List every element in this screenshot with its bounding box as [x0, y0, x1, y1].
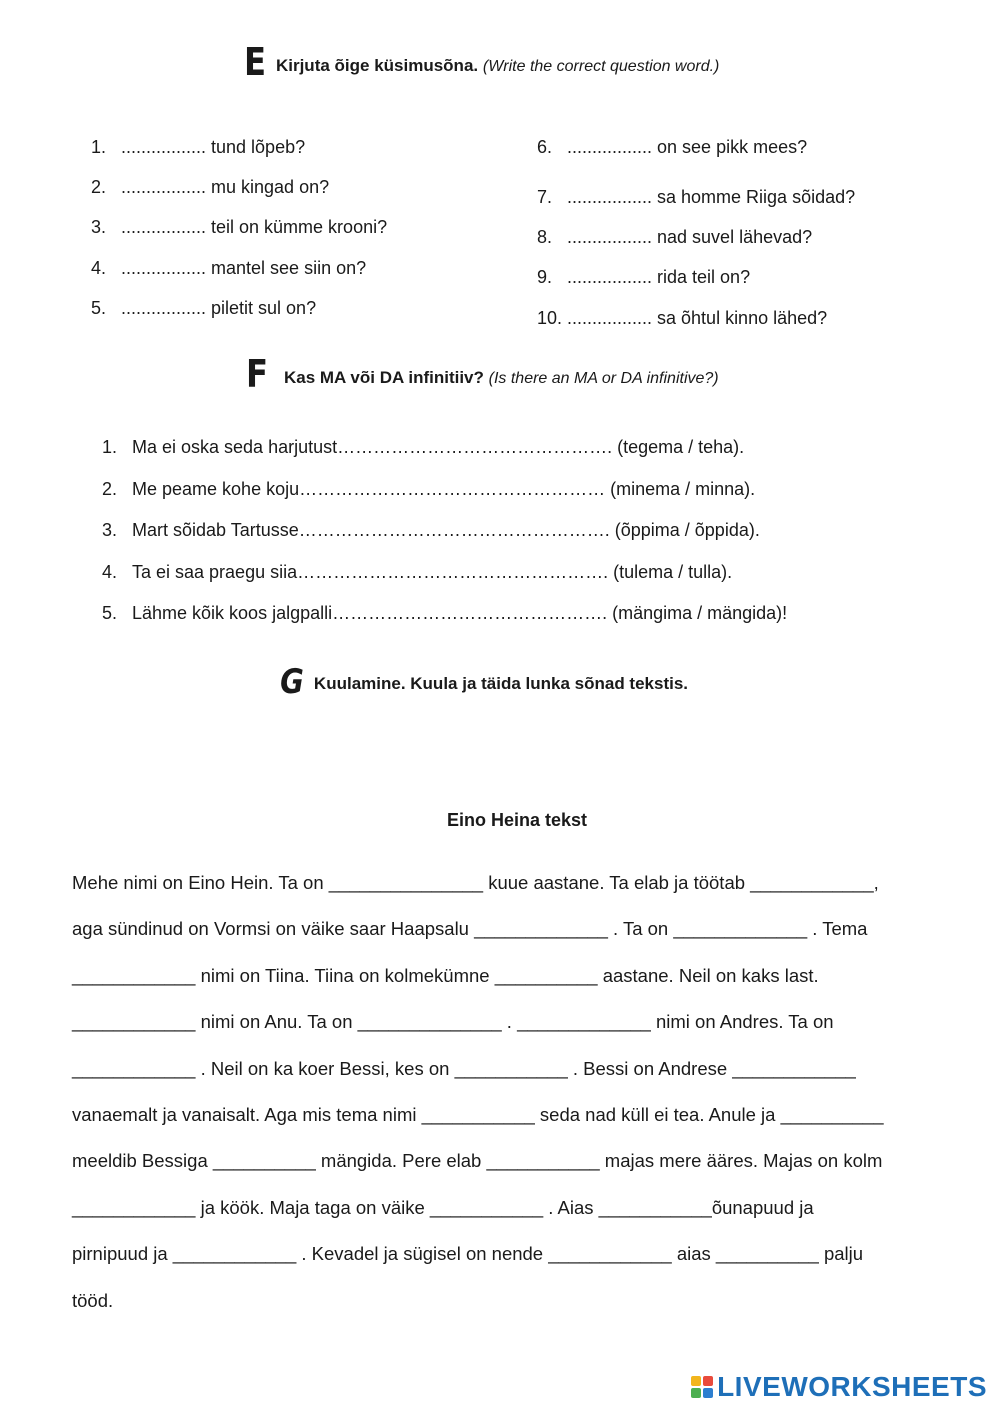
question-item-number: 10.	[537, 308, 563, 328]
infinitive-item-text: Ta ei saa praegu siia……………………………………………. (tulema / tulla).	[132, 561, 733, 582]
question-item-number: 7.	[537, 187, 553, 207]
cloze-line: tööd.	[72, 1289, 114, 1311]
question-item-text: ................. teil on kümme krooni?	[121, 217, 388, 238]
section-e-heading	[242, 40, 719, 84]
cloze-paragraph	[72, 860, 962, 1324]
infinitive-item-text: Mart sõidab Tartusse……………………………………………. (õppima / õppida).	[132, 520, 760, 541]
infinitive-item-text: Lähme kõik koos jalgpalli………………………………………. (mängima / mängida)!	[132, 603, 788, 624]
section-g-title: Kuulamine. Kuula ja täida lunka sõnad tekstis.	[313, 674, 689, 693]
infinitive-item-text: Me peame kohe koju…………………………………………… (minema / minna).	[132, 478, 756, 499]
question-item-5	[91, 298, 316, 319]
section-g-letter: G	[280, 662, 304, 702]
infinitive-item-1	[102, 437, 744, 458]
infinitive-item-2	[102, 479, 755, 500]
cloze-line: ____________ nimi on Anu. Ta on ______________ . _____________ nimi on Andres. Ta on	[72, 1011, 834, 1033]
question-item-number: 8.	[537, 227, 553, 247]
logo-square-3	[691, 1388, 701, 1398]
section-g-heading	[278, 662, 688, 702]
logo-square-1	[691, 1376, 701, 1386]
question-item-number: 3.	[91, 217, 107, 238]
question-item-3	[537, 227, 812, 248]
cloze-line: ____________ . Neil on ka koer Bessi, kes on ___________ . Bessi on Andrese ____________	[72, 1057, 856, 1079]
cloze-line: vanaemalt ja vanaisalt. Aga mis tema nimi ___________ seda nad küll ei tea. Anule ja __________	[72, 1103, 884, 1125]
question-item-5	[537, 308, 827, 329]
question-item-text: ................. on see pikk mees?	[567, 137, 808, 157]
infinitive-item-number: 2.	[102, 478, 118, 499]
question-item-text: ................. piletit sul on?	[121, 297, 317, 318]
question-item-text: ................. sa õhtul kinno lähed?	[567, 308, 828, 328]
liveworksheets-logo	[691, 1370, 987, 1404]
question-item-4	[91, 258, 366, 279]
question-item-number: 2.	[91, 177, 107, 198]
cloze-line: Mehe nimi on Eino Hein. Ta on _______________ kuue aastane. Ta elab ja töötab ____________,	[72, 872, 879, 893]
question-item-2	[537, 187, 855, 208]
section-f-subtitle: (Is there an MA or DA infinitive?)	[488, 370, 719, 387]
infinitive-item-number: 1.	[102, 437, 118, 457]
question-item-text: ................. nad suvel lähevad?	[567, 227, 813, 247]
question-item-text: ................. sa homme Riiga sõidad?	[567, 187, 856, 207]
cloze-line: pirnipuud ja ____________ . Kevadel ja sügisel on nende ____________ aias __________ palju	[72, 1243, 864, 1265]
section-f-title: Kas MA või DA infinitiiv?	[283, 368, 484, 387]
cloze-line: aga sündinud on Vormsi on väike saar Haapsalu _____________ . Ta on _____________ . Tema	[72, 918, 868, 940]
infinitive-item-4	[102, 562, 732, 583]
logo-square-4	[703, 1388, 713, 1398]
question-item-1	[537, 137, 807, 158]
section-e-title: Kirjuta õige küsimusõna.	[275, 56, 479, 75]
question-item-4	[537, 267, 750, 288]
question-item-text: ................. rida teil on?	[567, 267, 751, 287]
infinitive-item-number: 4.	[102, 561, 118, 582]
section-f-letter: F	[245, 352, 269, 396]
question-item-text: ................. mu kingad on?	[121, 177, 330, 198]
question-item-1	[91, 137, 305, 158]
question-item-number: 1.	[91, 137, 107, 157]
infinitive-item-number: 5.	[102, 603, 118, 624]
question-item-number: 5.	[91, 297, 107, 318]
question-item-2	[91, 177, 329, 198]
question-item-number: 4.	[91, 257, 107, 278]
infinitive-item-5	[102, 603, 787, 624]
question-item-3	[91, 217, 387, 238]
infinitive-item-number: 3.	[102, 520, 118, 541]
section-f-heading	[244, 352, 719, 396]
cloze-line: meeldib Bessiga __________ mängida. Pere elab ___________ majas mere ääres. Majas on kolm	[72, 1150, 883, 1172]
infinitive-item-text: Ma ei oska seda harjutust………………………………………. (tegema / teha).	[132, 437, 745, 457]
infinitive-item-3	[102, 520, 760, 541]
question-item-number: 6.	[537, 137, 553, 157]
logo-mark-icon	[691, 1376, 713, 1398]
question-item-number: 9.	[537, 267, 553, 287]
question-item-text: ................. tund lõpeb?	[121, 137, 306, 157]
cloze-line: ____________ nimi on Tiina. Tiina on kolmekümne __________ aastane. Neil on kaks last.	[72, 964, 819, 986]
question-item-text: ................. mantel see siin on?	[121, 257, 367, 278]
logo-text: LIVEWORKSHEETS	[717, 1371, 987, 1402]
cloze-line: ____________ ja köök. Maja taga on väike ___________ . Aias ___________õunapuud ja	[72, 1196, 814, 1218]
section-e-subtitle: (Write the correct question word.)	[482, 58, 720, 75]
logo-square-2	[703, 1376, 713, 1386]
section-e-letter: E	[243, 40, 267, 84]
text-title: Eino Heina tekst	[446, 810, 588, 830]
